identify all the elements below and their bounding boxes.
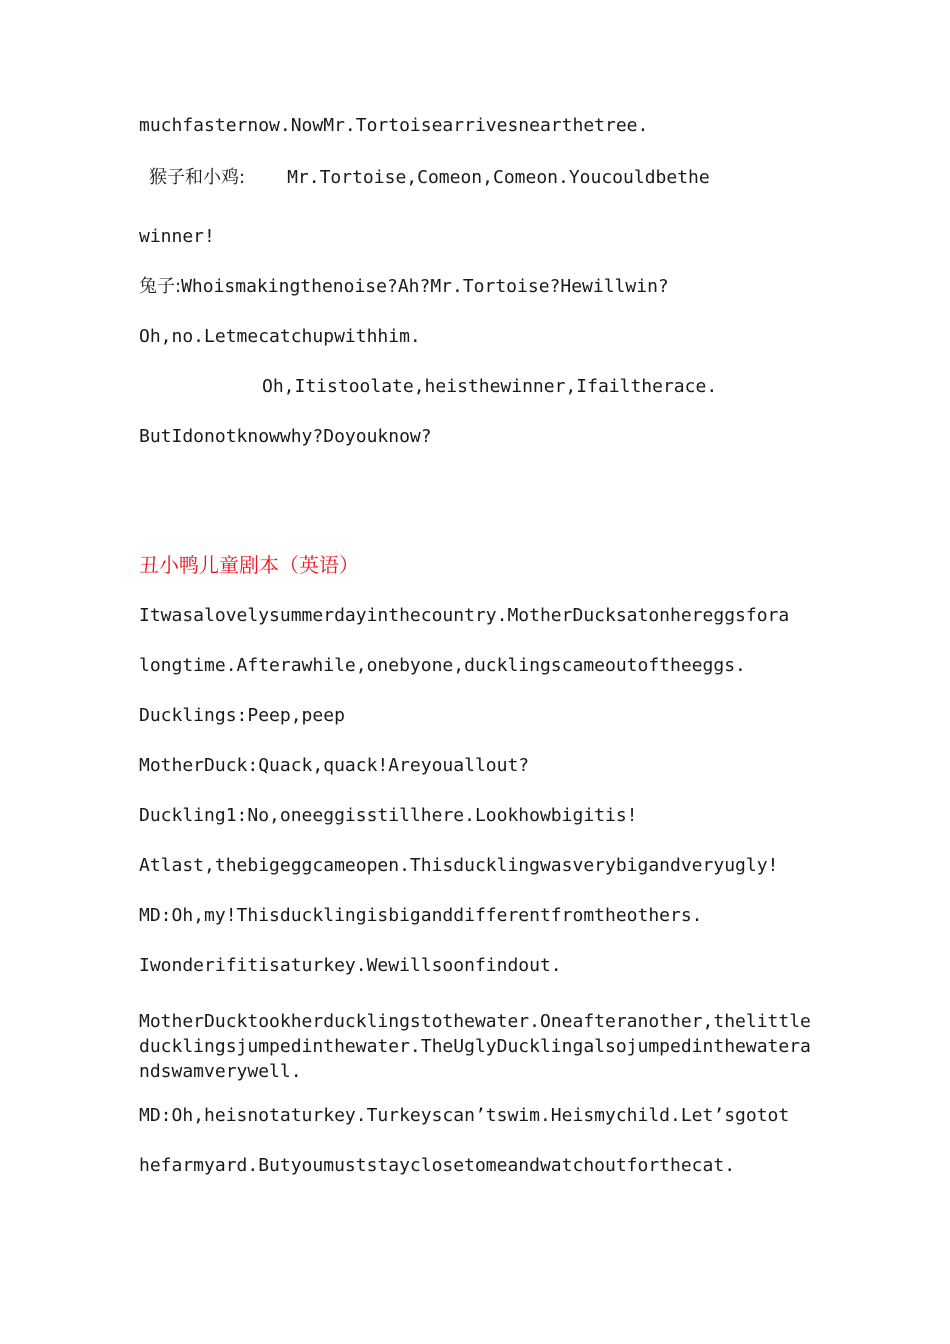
text-line: hefarmyard.Butyoumuststayclosetomeandwatchoutforthecat. — [139, 1155, 736, 1176]
speaker-label: 猴子和小鸡: — [149, 167, 246, 188]
speaker-label: 兔子: — [139, 276, 182, 297]
text-line: Oh,Itistoolate,heisthewinner,Ifailtherace. — [262, 376, 718, 397]
text-line: Atlast,thebigeggcameopen.Thisducklingwasverybigandveryugly! — [139, 855, 779, 876]
text-line: MotherDuck:Quack,quack!Areyouallout? — [139, 755, 530, 776]
dialogue-text: Mr.Tortoise,Comeon,Comeon.Youcouldbethe — [287, 167, 710, 188]
section-heading: 丑小鸭儿童剧本（英语） — [139, 553, 359, 577]
dialogue-line — [149, 166, 710, 190]
text-line: Duckling1:No,oneeggisstillhere.Lookhowbigitis! — [139, 805, 638, 826]
text-line: Oh,no.Letmecatchupwithhim. — [139, 326, 421, 347]
text-line: MD:Oh,heisnotaturkey.Turkeyscan’tswim.Heismychild.Let’sgotot — [139, 1105, 790, 1126]
text-line: Ducklings:Peep,peep — [139, 705, 345, 726]
text-line: muchfasternow.NowMr.Tortoisearrivesnearthetree. — [139, 115, 649, 136]
text-line: Itwasalovelysummerdayinthecountry.MotherDucksatonhereggsfora — [139, 605, 790, 626]
text-line: MD:Oh,my!Thisducklingisbiganddifferentfromtheothers. — [139, 905, 703, 926]
text-line: longtime.Afterawhile,onebyone,ducklingscameoutoftheeggs. — [139, 655, 746, 676]
text-line: ButIdonotknowwhy?Doyouknow? — [139, 426, 432, 447]
text-line: Iwonderifitisaturkey.Wewillsoonfindout. — [139, 955, 562, 976]
dialogue-text: Whoismakingthenoise?Ah?Mr.Tortoise?Hewillwin? — [181, 276, 669, 297]
text-line: winner! — [139, 226, 215, 247]
dialogue-line — [139, 275, 669, 299]
text-paragraph: MotherDucktookherducklingstothewater.Oneafteranother,thelittleducklingsjumpedinthewater.TheUglyDucklingalsojumpedinthewaterandswamverywell. — [139, 1011, 811, 1082]
